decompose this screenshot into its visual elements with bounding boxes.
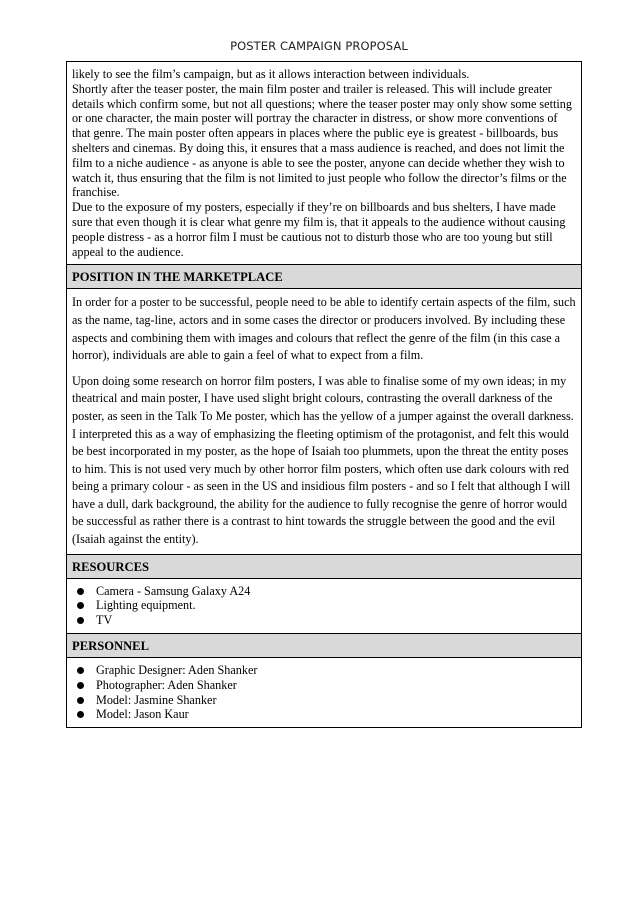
intro-paragraph: Due to the exposure of my posters, especially if they’re on billboards and bus shelters, I have made sure that even though it is clear what genre my film is, that it appeals to the audience without causing people distress - as a horror film I must be cautious not to disturb those who are too young but still appeal to the audience.: [72, 200, 566, 259]
resource-item-label: Camera - Samsung Galaxy A24: [96, 583, 251, 598]
resources-cell: [67, 578, 581, 633]
bullet-icon: [77, 588, 84, 595]
intro-cell: [67, 62, 581, 264]
list-item: [72, 584, 576, 599]
bullet-icon: [77, 667, 84, 674]
personnel-cell: [67, 657, 581, 727]
personnel-item-label: Graphic Designer: Aden Shanker: [96, 663, 258, 678]
bullet-icon: [77, 682, 84, 689]
marketplace-paragraph: In order for a poster to be successful, people need to be able to identify certain aspects of the film, such as the name, tag-line, actors and in some cases the director or producers involved. By including these aspects and combining them with images and colours that reflect the genre of the film (in this case a horror), individuals are able to gain a feel of what to expect from a film.: [72, 295, 576, 363]
intro-paragraph: Shortly after the teaser poster, the main film poster and trailer is released. This will include greater details which confirm some, but not all questions; where the teaser poster may only show some setting or one character, the main poster will portray the character in distress, or show more conventions of that genre. The main poster often appears in places where the public eye is greatest - billboards, bus shelters and cinemas. By doing this, it ensures that a mass audience is reached, and does not limit the film to a niche audience - as anyone is able to see the poster, anyone can decide whether they wish to watch it, thus ensuring that the film is not limited to just people who follow the director’s films or the franchise.: [72, 81, 572, 200]
bullet-icon: [77, 711, 84, 718]
list-item: [72, 707, 576, 722]
marketplace-cell: [67, 288, 581, 553]
list-item: [72, 613, 576, 628]
bullet-icon: [77, 602, 84, 609]
intro-paragraph: likely to see the film’s campaign, but as it allows interaction between individuals.: [72, 67, 470, 81]
resources-heading: RESOURCES: [67, 554, 581, 578]
proposal-table: [66, 61, 582, 728]
personnel-heading: PERSONNEL: [67, 633, 581, 657]
personnel-item-label: Model: Jason Kaur: [96, 707, 189, 722]
personnel-item-label: Photographer: Aden Shanker: [96, 677, 237, 692]
list-item: [72, 678, 576, 693]
list-item: [72, 598, 576, 613]
bullet-icon: [77, 697, 84, 704]
marketplace-heading: POSITION IN THE MARKETPLACE: [67, 264, 581, 288]
list-item: [72, 663, 576, 678]
bullet-icon: [77, 617, 84, 624]
list-item: [72, 693, 576, 708]
resource-item-label: TV: [96, 613, 113, 628]
resources-list: [72, 584, 576, 628]
page-header: POSTER CAMPAIGN PROPOSAL: [230, 39, 408, 53]
resource-item-label: Lighting equipment.: [96, 598, 196, 613]
marketplace-paragraph: Upon doing some research on horror film posters, I was able to finalise some of my own ideas; in my theatrical and main poster, I have used slight bright colours, contrasting the overall darkness of the poster, as seen in the Talk To Me poster, which has the yellow of a jumper against the overall darkness. I interpreted this as a way of emphasizing the fleeting optimism of the protagonist, and felt this would be best incorporated in my poster, as the hope of Isaiah too plummets, upon the threat the entity poses to him. This is not used very much by other horror film posters, which often use dark colours with red being a primary colour - as seen in the US and insidious film posters - and so I felt that although I will have a dull, dark background, the ability for the audience to fully recognise the genre of horror would be successful as rather there is a contrast to hint towards the struggle between the good and the evil (Isaiah against the entity).: [72, 373, 574, 547]
personnel-list: [72, 663, 576, 722]
personnel-item-label: Model: Jasmine Shanker: [96, 692, 217, 707]
